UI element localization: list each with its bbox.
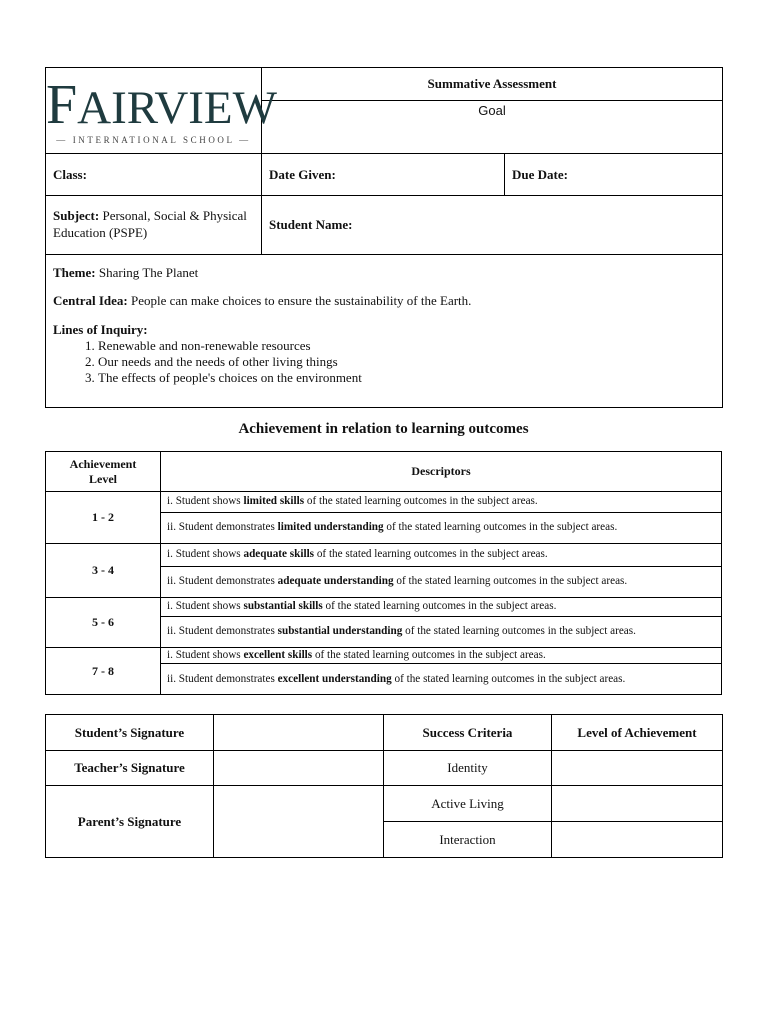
descriptor-skills: i. Student shows limited skills of the stated learning outcomes in the subject areas. [161,492,722,513]
logo-subline: — INTERNATIONAL SCHOOL — [56,134,251,145]
date-given-field[interactable]: Date Given: [262,154,505,196]
teacher-signature-field[interactable] [214,751,384,786]
central-idea-line: Central Idea: People can make choices to ensure the sustainability of the Earth. [53,293,472,309]
descriptor-understanding: ii. Student demonstrates adequate understanding of the stated learning outcomes in the subject areas. [161,567,722,598]
level-cell: 7 - 8 [46,648,161,695]
signature-table [45,714,723,858]
achievement-level-header: Achievement Level [46,452,161,492]
subject-value: Personal, Social & Physical Education (PSPE) [53,208,247,240]
criteria-identity: Identity [384,751,552,786]
subject-label: Subject: [53,208,100,224]
class-field[interactable]: Class: [46,154,262,196]
parent-signature-label: Parent’s Signature [46,786,214,858]
logo-wordmark: FAIRVIEW [46,73,277,136]
level-cell: 1 - 2 [46,492,161,544]
achievement-heading: Achievement in relation to learning outcomes [238,421,529,437]
school-logo [46,68,277,154]
lines-of-inquiry-label: Lines of Inquiry: [53,321,148,337]
descriptors-header: Descriptors [161,452,722,492]
level-of-achievement-header: Level of Achievement [552,715,723,751]
descriptor-skills: i. Student shows adequate skills of the stated learning outcomes in the subject areas. [161,544,722,567]
theme-section [46,255,723,408]
lines-of-inquiry-list [53,338,715,387]
success-criteria-header: Success Criteria [384,715,552,751]
header-table [45,67,723,408]
parent-signature-field[interactable] [214,786,384,858]
due-date-field[interactable]: Due Date: [505,154,723,196]
level-active-living-field[interactable] [552,786,723,822]
level-cell: 5 - 6 [46,598,161,648]
student-name-field[interactable]: Student Name: [262,196,723,255]
document-title: Summative Assessment [262,68,723,101]
inquiry-item: 3. The effects of people's choices on the environment [98,370,715,386]
inquiry-item: 2. Our needs and the needs of other living things [98,354,715,370]
theme-line: Theme: Sharing The Planet [53,265,199,280]
descriptor-understanding: ii. Student demonstrates excellent understanding of the stated learning outcomes in the subject areas. [161,664,722,695]
descriptor-skills: i. Student shows substantial skills of the stated learning outcomes in the subject areas. [161,598,722,617]
subject-cell [46,196,262,255]
level-identity-field[interactable] [552,751,723,786]
descriptor-understanding: ii. Student demonstrates limited understanding of the stated learning outcomes in the subject areas. [161,513,722,544]
goal-field[interactable]: Goal [262,101,723,154]
teacher-signature-label: Teacher’s Signature [46,751,214,786]
level-cell: 3 - 4 [46,544,161,598]
achievement-table [45,451,722,695]
level-interaction-field[interactable] [552,822,723,858]
criteria-active-living: Active Living [384,786,552,822]
criteria-interaction: Interaction [384,822,552,858]
student-signature-label: Student’s Signature [46,715,214,751]
descriptor-understanding: ii. Student demonstrates substantial understanding of the stated learning outcomes in the subject areas. [161,617,722,648]
student-signature-field[interactable] [214,715,384,751]
inquiry-item: 1. Renewable and non-renewable resources [98,338,715,354]
descriptor-skills: i. Student shows excellent skills of the stated learning outcomes in the subject areas. [161,648,722,664]
